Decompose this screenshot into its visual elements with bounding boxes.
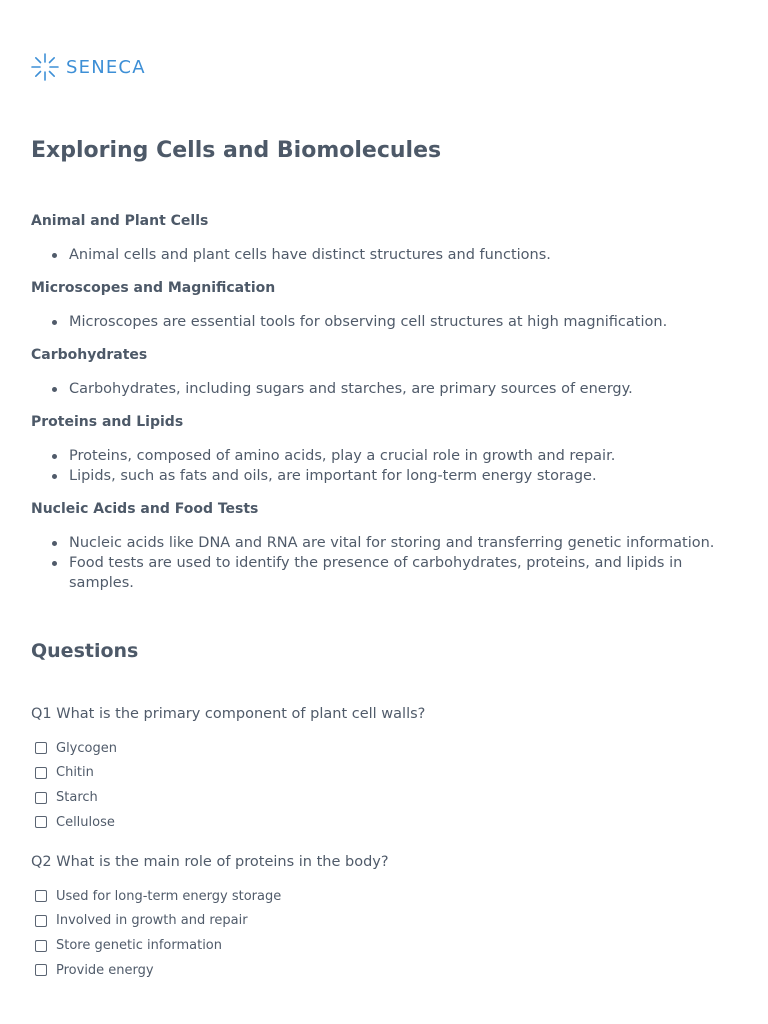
bullet-list xyxy=(31,379,737,399)
seneca-logo-icon xyxy=(31,53,59,81)
bullet-text: Food tests are used to identify the presence of carbohydrates, proteins, and lipids in samples. xyxy=(69,555,683,591)
page-title: Exploring Cells and Biomolecules xyxy=(31,138,442,163)
section-heading: Carbohydrates xyxy=(31,347,148,363)
bullet-list xyxy=(31,533,737,593)
bullet-item xyxy=(31,553,737,593)
checkbox[interactable] xyxy=(35,890,47,902)
bullet-text: Carbohydrates, including sugars and starches, are primary sources of energy. xyxy=(69,381,633,397)
option-label: Starch xyxy=(56,790,98,806)
checkbox[interactable] xyxy=(35,816,47,828)
checkbox[interactable] xyxy=(35,940,47,952)
bullet-text: Microscopes are essential tools for observing cell structures at high magnification. xyxy=(69,314,668,330)
bullet-dot-icon xyxy=(52,561,57,566)
answer-option[interactable] xyxy=(31,812,737,832)
bullet-dot-icon xyxy=(52,253,57,258)
bullet-item xyxy=(31,312,737,332)
option-label: Used for long-term energy storage xyxy=(56,888,282,904)
bullet-list xyxy=(31,245,737,265)
summary-sections xyxy=(31,211,737,606)
bullet-item xyxy=(31,379,737,399)
summary-section xyxy=(31,278,737,332)
checkbox[interactable] xyxy=(35,742,47,754)
section-heading: Animal and Plant Cells xyxy=(31,213,209,229)
checkbox[interactable] xyxy=(35,792,47,804)
bullet-text: Animal cells and plant cells have distinct structures and functions. xyxy=(69,247,551,263)
bullet-item xyxy=(31,245,737,265)
bullet-dot-icon xyxy=(52,474,57,479)
answer-option[interactable] xyxy=(31,960,737,980)
checkbox[interactable] xyxy=(35,964,47,976)
brand-logo xyxy=(31,52,146,82)
option-label: Chitin xyxy=(56,765,94,781)
summary-section xyxy=(31,345,737,399)
option-label: Store genetic information xyxy=(56,938,222,954)
answer-option[interactable] xyxy=(31,763,737,783)
checkbox[interactable] xyxy=(35,767,47,779)
option-label: Cellulose xyxy=(56,814,115,830)
answer-option[interactable] xyxy=(31,886,737,906)
answer-option[interactable] xyxy=(31,788,737,808)
section-heading: Proteins and Lipids xyxy=(31,414,184,430)
answer-option[interactable] xyxy=(31,911,737,931)
question-block xyxy=(31,852,737,985)
question-text: Q1 What is the primary component of plant cell walls? xyxy=(31,706,426,722)
brand-name: SENECA xyxy=(66,56,146,78)
option-label: Glycogen xyxy=(56,740,117,756)
section-heading: Nucleic Acids and Food Tests xyxy=(31,501,259,517)
bullet-text: Nucleic acids like DNA and RNA are vital for storing and transferring genetic information. xyxy=(69,535,715,551)
section-heading: Microscopes and Magnification xyxy=(31,280,276,296)
answer-options xyxy=(31,886,737,980)
bullet-list xyxy=(31,312,737,332)
bullet-dot-icon xyxy=(52,541,57,546)
bullet-item xyxy=(31,466,737,486)
question-block xyxy=(31,704,737,837)
bullet-item xyxy=(31,533,737,553)
answer-option[interactable] xyxy=(31,936,737,956)
checkbox[interactable] xyxy=(35,915,47,927)
bullet-text: Lipids, such as fats and oils, are important for long-term energy storage. xyxy=(69,468,597,484)
bullet-list xyxy=(31,446,737,486)
bullet-dot-icon xyxy=(52,454,57,459)
answer-options xyxy=(31,738,737,832)
question-text: Q2 What is the main role of proteins in the body? xyxy=(31,854,389,870)
summary-section xyxy=(31,412,737,486)
bullet-item xyxy=(31,446,737,466)
summary-section xyxy=(31,211,737,265)
answer-option[interactable] xyxy=(31,738,737,758)
questions-heading: Questions xyxy=(31,640,139,662)
bullet-text: Proteins, composed of amino acids, play a crucial role in growth and repair. xyxy=(69,448,616,464)
summary-section xyxy=(31,499,737,593)
bullet-dot-icon xyxy=(52,320,57,325)
option-label: Involved in growth and repair xyxy=(56,913,248,929)
bullet-dot-icon xyxy=(52,387,57,392)
option-label: Provide energy xyxy=(56,962,154,978)
